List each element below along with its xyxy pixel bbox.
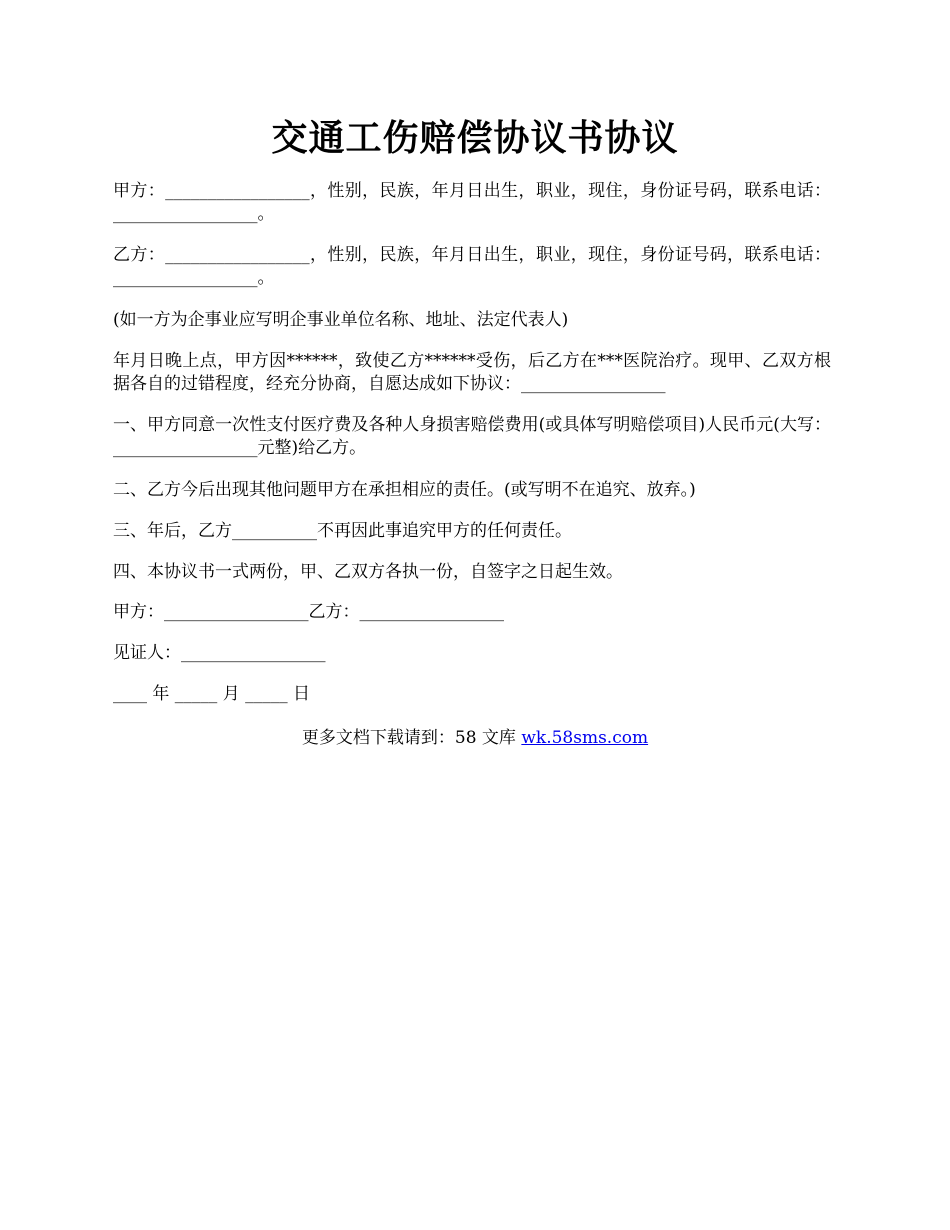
- clause-2: 二、乙方今后出现其他问题甲方在承担相应的责任。(或写明不在追究、放弃。): [113, 480, 696, 500]
- clause-1: 一、甲方同意一次性支付医疗费及各种人身损害赔偿费用(或具体写明赔偿项目)人民币元(大写：_________________元整)给乙方。: [113, 415, 831, 458]
- clause-4: 四、本协议书一式两份，甲、乙双方各执一份，自签字之日起生效。: [113, 562, 623, 582]
- signature-line: 甲方：_________________乙方：_________________: [113, 602, 504, 622]
- footer-text: 更多文档下载请到：58 文库: [301, 728, 522, 748]
- clause-3: 三、年后，乙方__________不再因此事追究甲方的任何责任。: [113, 521, 572, 541]
- party-b-info: 乙方：_________________，性别，民族，年月日出生，职业，现住，身份证号码，联系电话：_________________。: [113, 245, 831, 288]
- enterprise-note: (如一方为企事业应写明企事业单位名称、地址、法定代表人): [113, 310, 569, 330]
- footer: [0, 723, 950, 748]
- party-a-info: 甲方：_________________，性别，民族，年月日出生，职业，现住，身份证号码，联系电话：_________________。: [113, 181, 831, 224]
- witness-line: 见证人：_________________: [113, 643, 326, 663]
- footer-link[interactable]: wk.58sms.com: [521, 728, 649, 748]
- date-line: ____ 年 _____ 月 _____ 日: [113, 684, 311, 704]
- document-title: 交通工伤赔偿协议书协议: [271, 117, 679, 159]
- incident-description: 年月日晚上点，甲方因******，致使乙方******受伤，后乙方在***医院治疗。现甲、乙双方根据各自的过错程度，经充分协商，自愿达成如下协议：_________________: [113, 351, 831, 394]
